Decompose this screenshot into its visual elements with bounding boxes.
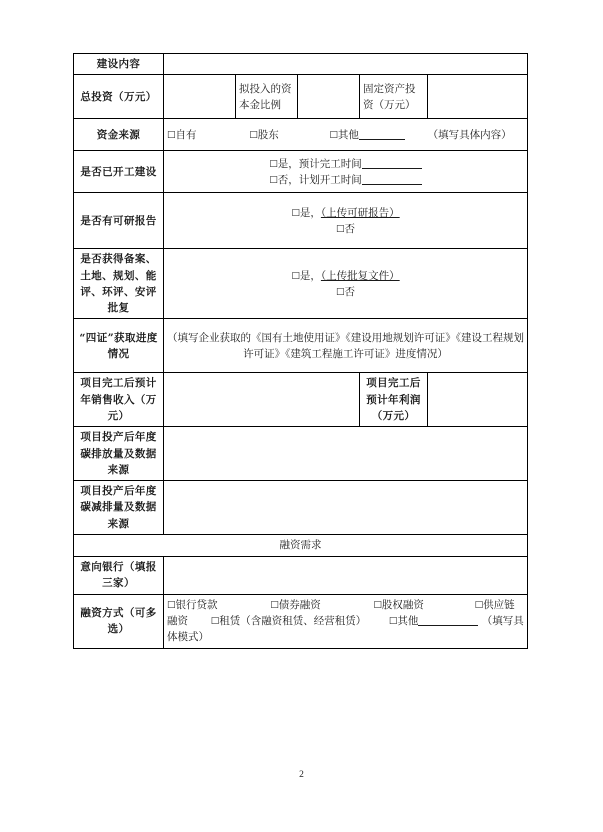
checkbox-funding-other[interactable]: □ <box>329 129 338 140</box>
table-row-feasibility-report <box>74 193 528 249</box>
checkbox-financing-supply-chain[interactable]: □ <box>474 599 484 610</box>
label-approvals-yes: 是， <box>299 269 321 282</box>
label-total-investment: 总投资（万元） <box>74 75 164 119</box>
checkbox-feasibility-no[interactable]: □ <box>336 223 345 234</box>
label-fixed-asset-investment: 固定资产投资（万元） <box>360 75 428 119</box>
label-carbon-emission: 项目投产后年度碳排放量及数据来源 <box>74 427 164 481</box>
link-upload-feasibility-report[interactable]: （上传可研报告） <box>320 206 400 219</box>
table-row-carbon-reduction <box>74 481 528 535</box>
field-total-investment-value[interactable] <box>164 75 236 119</box>
label-funding-other: 其他 <box>337 128 359 141</box>
label-annual-profit: 项目完工后预计年利润（万元） <box>360 373 428 427</box>
field-financing-methods-options <box>164 594 528 648</box>
input-funding-other-text[interactable] <box>359 128 405 140</box>
input-planned-start-date[interactable] <box>362 173 422 185</box>
label-annual-sales-revenue: 项目完工后预计年销售收入（万元） <box>74 373 164 427</box>
field-carbon-reduction-value[interactable] <box>164 481 528 535</box>
field-approvals-obtained-options <box>164 249 528 319</box>
field-feasibility-report-options <box>164 193 528 249</box>
label-funding-shareholder: 股东 <box>257 128 279 141</box>
section-header-financing-needs: 融资需求 <box>74 534 528 556</box>
field-carbon-emission-value[interactable] <box>164 427 528 481</box>
table-row-intended-banks <box>74 556 528 594</box>
checkbox-approvals-no[interactable]: □ <box>336 286 345 297</box>
label-construction-started-no: 否，计划开工时间 <box>277 173 362 186</box>
table-row-four-certificates <box>74 319 528 373</box>
label-financing-other: 其他 <box>397 615 419 628</box>
checkbox-construction-started-yes[interactable]: □ <box>269 158 278 169</box>
table-row-funding-source <box>74 119 528 151</box>
table-row-approvals-obtained <box>74 249 528 319</box>
table-row-financing-methods <box>74 594 528 648</box>
checkbox-funding-shareholder[interactable]: □ <box>249 129 258 140</box>
checkbox-financing-lease[interactable]: □ <box>210 616 220 627</box>
field-capital-ratio-value[interactable] <box>298 75 360 119</box>
note-funding-other: （填写具体内容） <box>427 128 512 141</box>
label-construction-started: 是否已开工建设 <box>74 151 164 193</box>
label-feasibility-no: 否 <box>344 222 356 235</box>
checkbox-financing-bank-loan[interactable]: □ <box>167 599 176 610</box>
checkbox-feasibility-yes[interactable]: □ <box>291 207 300 218</box>
note-four-certificates[interactable]: （填写企业获取的《国有土地使用证》《建设用地规划许可证》《建设工程规划许可证》《建筑工程施工许可证》进度情况） <box>164 319 528 373</box>
field-intended-banks-value[interactable] <box>164 556 528 594</box>
checkbox-funding-own[interactable]: □ <box>167 129 176 140</box>
input-financing-other-text[interactable] <box>418 614 478 626</box>
input-expected-completion-date[interactable] <box>362 157 422 169</box>
note-financing-other: （填写具体模式） <box>167 615 524 644</box>
checkbox-financing-equity[interactable]: □ <box>373 599 382 610</box>
label-feasibility-yes: 是， <box>299 206 321 219</box>
field-fixed-asset-investment-value[interactable] <box>428 75 528 119</box>
checkbox-financing-bond[interactable]: □ <box>270 599 279 610</box>
page-number: 2 <box>299 770 304 780</box>
field-construction-started-options <box>164 151 528 193</box>
label-intended-banks: 意向银行（填报三家） <box>74 556 164 594</box>
label-financing-bank-loan: 银行贷款 <box>175 598 218 611</box>
label-feasibility-report: 是否有可研报告 <box>74 193 164 249</box>
table-row-financing-needs-header <box>74 534 528 556</box>
label-financing-lease: 租赁（含融资租赁、经营租赁） <box>219 615 367 628</box>
label-capital-ratio: 拟投入的资本金比例 <box>236 75 298 119</box>
checkbox-construction-started-no[interactable]: □ <box>269 174 278 185</box>
table-row-carbon-emission <box>74 427 528 481</box>
table-row-construction-started <box>74 151 528 193</box>
field-annual-profit-value[interactable] <box>428 373 528 427</box>
table-row-construction-content <box>74 54 528 75</box>
label-four-certificates: “四证”获取进度情况 <box>74 319 164 373</box>
label-financing-equity: 股权融资 <box>381 598 424 611</box>
field-construction-content-value[interactable] <box>164 54 528 75</box>
label-carbon-reduction: 项目投产后年度碳减排量及数据来源 <box>74 481 164 535</box>
label-construction-started-yes: 是，预计完工时间 <box>277 157 362 170</box>
label-financing-bond: 债券融资 <box>278 598 321 611</box>
label-funding-own: 自有 <box>175 128 197 141</box>
label-construction-content: 建设内容 <box>74 54 164 75</box>
checkbox-financing-other[interactable]: □ <box>388 616 398 627</box>
field-annual-sales-revenue-value[interactable] <box>164 373 360 427</box>
label-financing-supply-chain: 供应链融资 <box>167 598 515 628</box>
table-row-annual-sales-revenue <box>74 373 528 427</box>
label-approvals-no: 否 <box>344 285 356 298</box>
link-upload-approval-documents[interactable]: （上传批复文件） <box>320 269 400 282</box>
label-approvals-obtained: 是否获得备案、土地、规划、能评、环评、安评批复 <box>74 249 164 319</box>
label-funding-source: 资金来源 <box>74 119 164 151</box>
field-funding-source-options <box>164 119 528 151</box>
checkbox-approvals-yes[interactable]: □ <box>291 270 300 281</box>
project-information-form <box>73 53 528 649</box>
table-row-total-investment <box>74 75 528 119</box>
label-financing-methods: 融资方式（可多选） <box>74 594 164 648</box>
